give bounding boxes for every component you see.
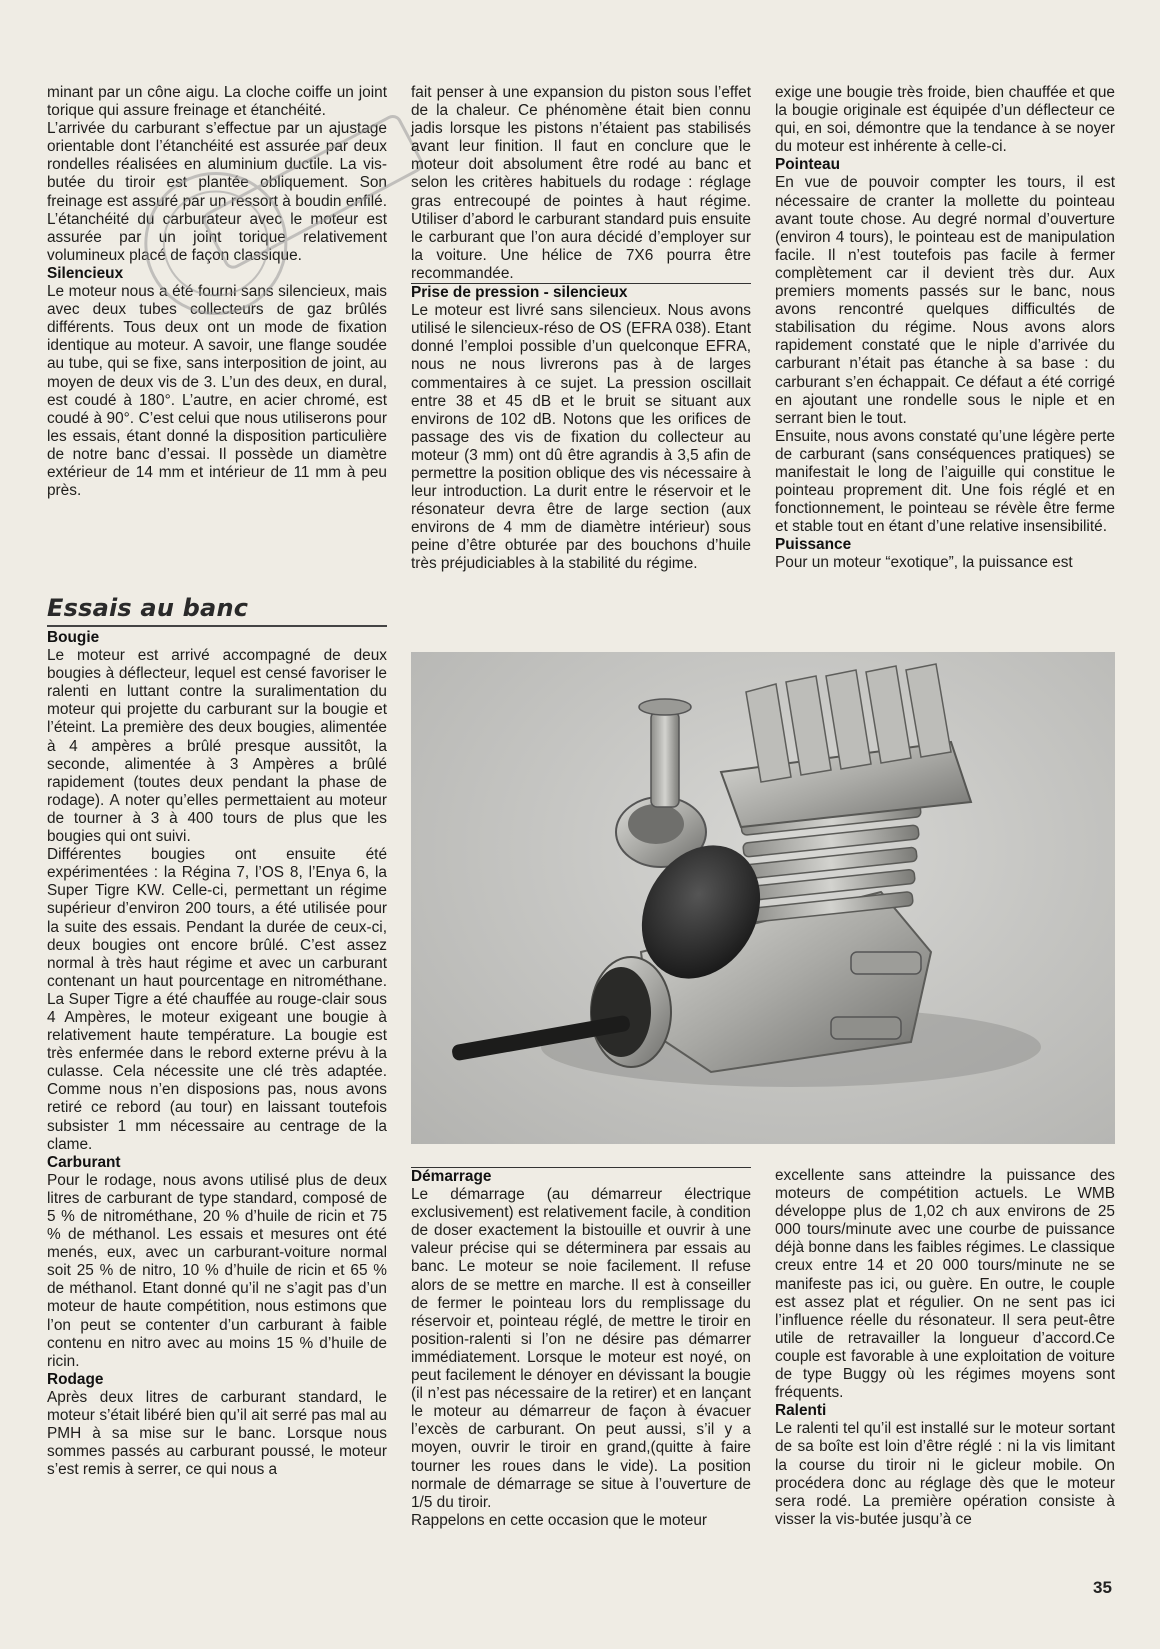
subheading-silencieux: Silencieux	[47, 264, 124, 282]
section-title: Essais au banc	[47, 594, 387, 627]
paragraph: Après deux litres de carburant standard, le moteur s’était libéré bien qu’il ait serré pas mal au PMH à sa mise sur le banc. Lorsque nous sommes passés au carburant poussé, le moteur s’est remis à serrer, ce qui nous a	[47, 1388, 387, 1479]
column-1-bottom	[47, 629, 387, 1479]
subheading-bougie: Bougie	[47, 629, 100, 646]
paragraph: Ensuite, nous avons constaté qu’une légère perte de carburant (sans conséquences pratiques) se manifestait le long de l’aiguille qui constitue le pointeau proprement dit. Une fois réglé et en fonctionnement, le pointeau se révèle être ferme et stable tout en étant d’une relative insensibilité.	[775, 427, 1115, 536]
paragraph: Différentes bougies ont ensuite été expérimentées : la Régina 7, l’OS 8, l’Enya 6, la Super Tigre KW. Celle-ci, permettant un régime supérieur d’environ 200 tours, a été utilisée pour la suite des essais. Pendant la durée de ceux-ci, deux bougies ont encore brûlé. C’est assez normal à très haut régime et avec un carburant contenant un haut pourcentage en nitrométhane. La Super Tigre a été chauffée au rouge-clair sous 4 Ampères, le moteur exigeant une bougie à relativement haute température. La bougie est très enfermée dans le rebord externe prévu à la culasse. Cela nécessite une clé très adaptée. Comme nous n’en disposions pas, nous avons retiré ce rebord (au tour) en laissant toutefois subsister 1 mm nécessaire au centrage de la clame.	[47, 846, 387, 1153]
paragraph: Le démarrage (au démarreur électrique exclusivement) est relativement facile, à condition de doser exactement la bistouille et ouvrir à une valeur précise qui se déterminera par essais au banc. Le moteur se noie facilement. Il refuse alors de se mettre en marche. Il est à conseiller de fermer le pointeau lors du remplissage du réservoir et, pointeau réglé, de mettre le tiroir en position-ralenti si l’on ne désire pas démarrer immédiatement. Lorsque le moteur est noyé, on peut facilement le dénoyer en dévissant la bougie (il n’est pas nécessaire de la retirer) et en lançant le moteur au démarreur de façon à évacuer l’excès de carburant. On peut aussi, s’il y a moyen, ouvrir le tiroir en grand,(quitte à faire tourner les roues dans le vide). La position normale de démarrage se situe à l’ouverture de 1/5 du tiroir.	[411, 1186, 751, 1511]
engine-illustration	[411, 652, 1115, 1144]
paragraph: Le moteur est arrivé accompagné de deux bougies à déflecteur, lequel est censé favoriser le ralenti en luttant contre la suralimentation du moteur qui projette du carburant sur la bougie et l’éteint. La première des deux bougies, alimentée à 4 ampères a brûlé presque aussitôt, la seconde, alimentée à 3 Ampères a brûlé rapidement (toutes deux pendant la phase de rodage). A noter qu’elles permettaient au moteur de tourner à 3 à 400 tours de plus que les bougies qui ont suivi.	[47, 647, 387, 846]
column-1-top	[47, 84, 387, 500]
subheading-rodage: Rodage	[47, 1370, 104, 1388]
subheading-pointeau: Pointeau	[775, 156, 840, 174]
subheading-ralenti: Ralenti	[775, 1402, 827, 1420]
column-3-top	[775, 84, 1115, 573]
engine-photo	[411, 652, 1115, 1144]
page-number: 35	[1093, 1578, 1112, 1597]
paragraph: Le moteur est livré sans silencieux. Nous avons utilisé le silencieux-réso de OS (EFRA 038). Etant donné l’emploi possible d’un quelconque EFRA, nous ne nous livrerons pas à de larges commentaires à ce sujet. La pression oscillait entre 38 et 45 dB et le bruit se situant aux environs de 102 dB. Notons que les orifices de passage des vis de fixation du collecteur au moteur (3 mm) ont dû être agrandis à 3,5 afin de permettre la position oblique des vis nécessaire à leur introduction. La durit entre le réservoir et le résonateur devra être de large section (aux environs de 4 mm de diamètre intérieur) sous peine d’être obturée par des bouchons d’huile très préjudiciables à la stabilité du régime.	[411, 302, 751, 573]
paragraph: excellente sans atteindre la puissance des moteurs de compétition actuels. Le WMB développe plus de 1,02 ch aux environs de 25 000 tours/minute avec une courbe de puissance déjà bonne dans les faibles régimes. Le classique creux entre 14 et 20 000 tours/minute ne se manifeste pas ici, ou guère. En outre, le couple est assez plat et régulier. On ne sent pas ici l’influence réelle du résonateur. Il sera peut-être utile de retravailler la longueur d’accord.Ce couple est favorable à une exploitation de voiture de type Buggy où les régimes moyens sont fréquents.	[775, 1167, 1115, 1402]
paragraph: En vue de pouvoir compter les tours, il est nécessaire de cranter la mollette du pointeau avant toute chose. Au degré normal d’ouverture (environ 4 tours), le pointeau est de manipulation facile. Il n’est toutefois pas facile à fermer complètement car il devient très dur. Aux premiers moments passés sur le banc, nous avons rencontré quelques difficultés de stabilisation du régime. Nous avons alors rapidement constaté que le niple d’arrivée du carburant n’était pas étanche à sa base : du carburant s’en échappait. Ce défaut a été corrigé en ajoutant une rondelle sous le niple et en serrant bien le tout.	[775, 174, 1115, 427]
paragraph: Pour le rodage, nous avons utilisé plus de deux litres de carburant de type standard, composé de 5 % de nitrométhane, 20 % d’huile de ricin et 75 % de méthanol. Les essais et mesures ont été menés, eux, avec un carburant-voiture normal soit 25 % de nitro, 10 % d’huile de ricin et 65 % de méthanol. Etant donné qu’il ne s’agit pas d’un moteur de haute compétition, nous estimons que l’on peut se contenter d’un carburant à faible contenu en nitro avec au moins 15 % d’huile de ricin.	[47, 1171, 387, 1370]
paragraph: exige une bougie très froide, bien chauffée et que la bougie originale est équipée d’un déflecteur ce qui, en soi, démontre que la tendance à se noyer du moteur est inhérente à celle-ci.	[775, 84, 1115, 156]
subheading-puissance: Puissance	[775, 536, 852, 554]
subheading-prise-de-pression: Prise de pression - silencieux	[411, 283, 751, 302]
paragraph: fait penser à une expansion du piston sous l’effet de la chaleur. Ce phénomène était bien connu jadis lorsque les pistons n’étaient pas stabilisés avant leur finition. Il faut en conclure que le moteur doit absolument être rodé au banc et selon les critères habituels du rodage : réglage gras entrecoupé de pointes à haut régime. Utiliser d’abord le carburant standard puis ensuite le carburant que l’on aura décidé d’employer sur la voiture. Une hélice de 7X6 pourra être recommandée.	[411, 84, 751, 282]
column-2-top	[411, 84, 751, 574]
paragraph: Le ralenti tel qu’il est installé sur le moteur sortant de sa boîte est loin d’être réglé : ni la vis limitant la course du tiroir ni le gicleur mobile. On procédera donc au réglage dès que le moteur sera rodé. La première opération consiste à visser la vis-butée jusqu’à ce	[775, 1420, 1115, 1528]
column-3-bottom	[775, 1167, 1115, 1529]
paragraph: L’arrivée du carburant s’effectue par un ajustage orientable dont l’étanchéité est assurée par deux rondelles réalisées en aluminium ductile. La vis-butée du tiroir est plantée obliquement. Son freinage est assuré par un ressort à boudin enfilé. L’étanchéité du carburateur avec le moteur est assurée par un joint torique relativement volumineux placé de façon classique.	[47, 120, 387, 264]
paragraph: Rappelons en cette occasion que le moteur	[411, 1511, 708, 1529]
paragraph: Pour un moteur “exotique”, la puissance est	[775, 554, 1073, 572]
subheading-demarrage: Démarrage	[411, 1167, 751, 1186]
paragraph: Le moteur nous a été fourni sans silencieux, mais avec deux tubes collecteurs de gaz brûlés différents. Tous deux ont un mode de fixation identique au moteur. A savoir, une flange soudée au tube, qui se fixe, sans interposition de joint, au moyen de deux vis de 3. L’un des deux, en dural, est coudé à 180°. L’autre, en acier chromé, est coudé à 90°. C’est celui que nous utiliserons pour les essais, étant donné la disposition particulière de notre banc d’essai. Il possède un diamètre extérieur de 14 mm et intérieur de 11 mm à peu près.	[47, 283, 387, 500]
paragraph: minant par un cône aigu. La cloche coiffe un joint torique qui assure freinage et étanchéité.	[47, 84, 387, 120]
subheading-carburant: Carburant	[47, 1153, 121, 1171]
column-2-bottom	[411, 1167, 751, 1530]
